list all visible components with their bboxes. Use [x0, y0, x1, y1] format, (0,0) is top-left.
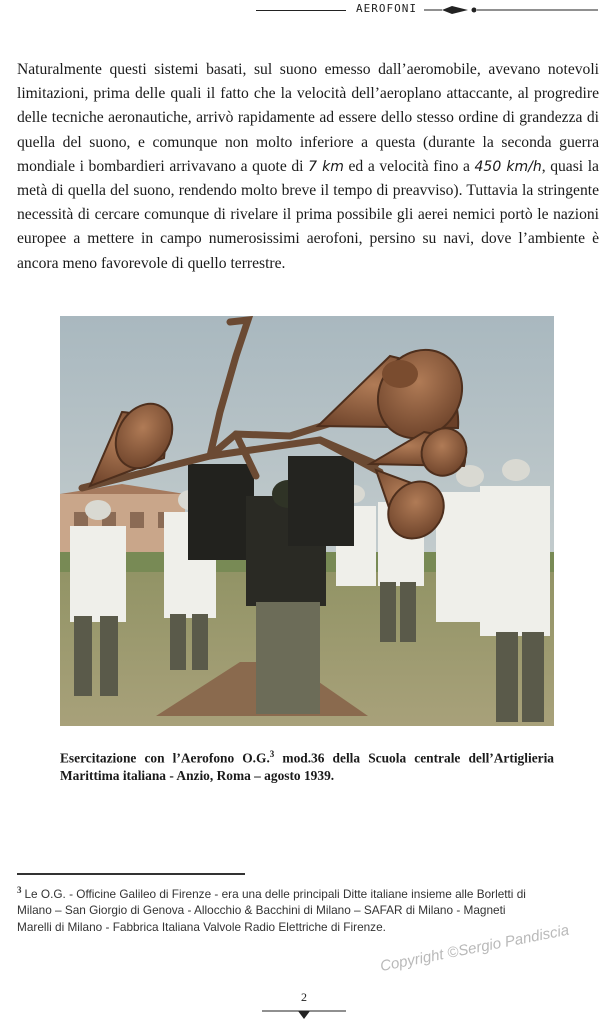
aerofono-photo	[60, 316, 554, 726]
caption-text-b: mod.36 della Scuola centrale dell’Artiglieria Marittima italiana - Anzio, Roma – agosto 1939.	[60, 750, 554, 784]
body-paragraph	[17, 58, 599, 276]
running-header	[256, 0, 598, 22]
footnote-text: Le O.G. - Officine Galileo di Firenze - era una delle principali Ditte italiane insieme alle Borletti di Milano – San Giorgio di Genova - Allocchio & Bacchini di Milano – SAFAR di Milano - Magneti Marelli di Milano - Fabbrica Italiana Valvole Radio Elettriche di Firenze.	[17, 886, 526, 934]
altitude-value: 7 km	[308, 158, 344, 175]
header-title: AEROFONI	[356, 2, 417, 15]
header-rule-left	[256, 10, 346, 11]
footnote-rule	[17, 873, 245, 875]
photo-caption	[60, 745, 554, 785]
copyright-watermark: Copyright ©Sergio Pandiscia	[378, 921, 571, 975]
body-text-part-2: ed a velocità fino a	[343, 157, 475, 175]
footnote	[17, 882, 537, 935]
body-text-part-1: Naturalmente questi sistemi basati, sul suono emesso dall’aeromobile, avevano notevoli limitazioni, prima delle quali il fatto che la velocità dell’aeroplano attaccante, al progredire delle tecniche aeronautiche, arrivò rapidamente ad essere dello stesso ordine di grandezza di quella del suono, e comunque non molto inferiore a questa (durante la seconda guerra mondiale i bombardieri arrivavano a quote di	[17, 61, 599, 175]
header-ornament	[424, 3, 598, 17]
footnote-reference[interactable]: 3	[269, 749, 275, 759]
page-number: 2	[301, 990, 307, 1004]
caption-text-a: Esercitazione con l’Aerofono O.G.	[60, 750, 270, 766]
footnote-number: 3	[17, 885, 22, 895]
footer-ornament	[262, 1007, 346, 1019]
body-text-part-3: , quasi la metà di quella del suono, rendendo molto breve il tempo di preavviso). Tuttavia la stringente necessità di cercare comunque di rivelare il prima possibile gli aerei nemici portò le nazioni europee a mettere in campo numerosissimi aerofoni, persino su navi, dove l’ambiente è ancora meno favorevole di quello terrestre.	[17, 157, 599, 272]
speed-value: 450 km/h	[474, 158, 542, 175]
